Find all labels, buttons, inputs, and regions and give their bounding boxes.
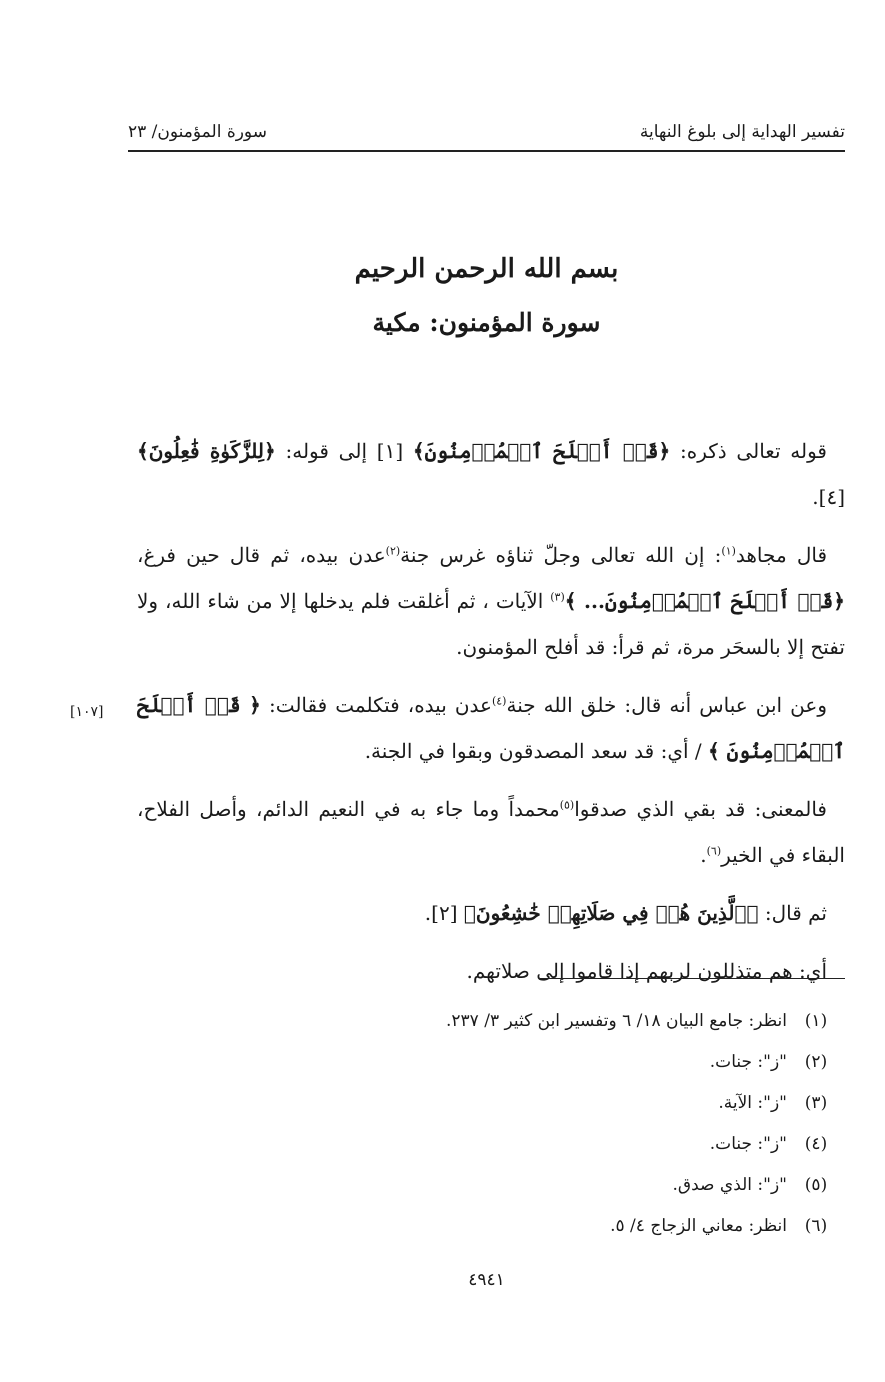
paragraph-text: عدن بيده، ثم قال حين فرغ، [137, 543, 386, 567]
footnote-item [145, 1041, 845, 1082]
paragraph-text: عدن بيده، فتكلمت فقالت: [260, 693, 492, 717]
basmala: بسم الله الرحمن الرحيم [354, 254, 619, 284]
paragraph-text: [٢]. [424, 901, 464, 925]
book-title: تفسير الهداية إلى بلوغ النهاية [639, 122, 845, 142]
paragraph-text: محمداً وما جاء به في النعيم الدائم، وأصل الفلاح، البقاء في الخير [137, 797, 845, 867]
paragraph-text: الآيات ، ثم أغلقت فلم يدخلها إلا من شاء الله، ولا تفتح إلا بالسحَر مرة، ثم قرأ: قد أفلح المؤمنون. [137, 589, 845, 659]
footnote-text: "ز": الذي صدق. [672, 1174, 787, 1195]
quran-verse: ﴿ قَدۡ أَفۡلَحَ ٱلۡمُؤۡمِنُونَ ﴾ [137, 693, 845, 763]
header-rule [128, 150, 845, 152]
footnote-text: انظر: معاني الزجاج ٤/ ٥. [610, 1215, 787, 1236]
paragraph-text: / أي: قد سعد المصدقون وبقوا في الجنة. [364, 739, 708, 763]
paragraph-1 [137, 428, 845, 520]
footnote-ref[interactable]: (٥) [559, 798, 575, 812]
paragraph-text: قال مجاهد [735, 543, 827, 567]
footnote-text: "ز": جنات. [709, 1051, 787, 1072]
paragraph-text: وعن ابن عباس أنه قال: خلق الله جنة [506, 693, 827, 717]
paragraph-text: : إن الله تعالى وجلّ ثناؤه غرس جنة [400, 543, 722, 567]
surah-reference: سورة المؤمنون/ ٢٣ [128, 122, 267, 142]
paragraph-5 [137, 890, 845, 936]
footnote-number: (٣) [804, 1092, 828, 1113]
footnote-number: (٦) [804, 1215, 828, 1236]
footnote-ref[interactable]: (٢) [385, 544, 401, 558]
footnote-number: (١) [804, 1010, 828, 1031]
paragraph-4 [137, 786, 845, 878]
footnote-ref[interactable]: (٦) [706, 844, 722, 858]
footnote-number: (٥) [804, 1174, 828, 1195]
footnote-text: "ز": الآية. [718, 1092, 787, 1113]
footnote-text: انظر: جامع البيان ١٨/ ٦ وتفسير ابن كثير ٣/ ٢٣٧. [446, 1010, 787, 1031]
paragraph-6 [137, 948, 845, 994]
footnote-ref[interactable]: (٣) [550, 590, 565, 604]
paragraph-2 [137, 532, 845, 670]
footnote-text: "ز": جنات. [709, 1133, 787, 1154]
commentary-body [137, 428, 845, 1006]
quran-verse: ﴿لِلزَّكَوٰةِ فَٰعِلُونَ﴾ [137, 439, 276, 463]
paragraph-text: ثم قال: [758, 901, 827, 925]
paragraph-text: . [700, 843, 707, 867]
footnote-number: (٢) [804, 1051, 828, 1072]
quran-verse: ﴿ٱلَّذِينَ هُمۡ فِي صَلَاتِهِمۡ خَٰشِعُونَ﴾ [463, 901, 759, 925]
paragraph-text: [١] إلى قوله: [275, 439, 413, 463]
footnote-item [145, 1205, 845, 1246]
footnote-number: (٤) [804, 1133, 828, 1154]
footnote-rule [539, 978, 845, 979]
surah-title: سورة المؤمنون: مكية [372, 308, 601, 337]
footnote-item [145, 1164, 845, 1205]
footnotes-list [145, 1000, 845, 1246]
paragraph-text: فالمعنى: قد بقي الذي صدقوا [574, 797, 827, 821]
quran-verse: ﴿قَدۡ أَفۡلَحَ ٱلۡمُؤۡمِنُونَ... ﴾ [564, 589, 845, 613]
footnote-item [145, 1000, 845, 1041]
running-header [128, 112, 845, 142]
paragraph-3 [137, 682, 845, 774]
page-number: ٤٩٤١ [468, 1270, 505, 1290]
paragraph-text: قوله تعالى ذكره: [670, 439, 827, 463]
quran-verse: ﴿قَدۡ أَفۡلَحَ ٱلۡمُؤۡمِنُونَ﴾ [412, 439, 671, 463]
paragraph-text: [٤]. [812, 485, 845, 509]
paragraph-text: أي: هم متذللون لربهم إذا قاموا إلى صلاتهم. [466, 959, 827, 983]
footnote-item [145, 1123, 845, 1164]
footnote-ref[interactable]: (١) [721, 544, 736, 558]
footnote-item [145, 1082, 845, 1123]
footnote-ref[interactable]: (٤) [491, 694, 507, 708]
manuscript-folio-marker: [١٠٧] [70, 704, 104, 720]
